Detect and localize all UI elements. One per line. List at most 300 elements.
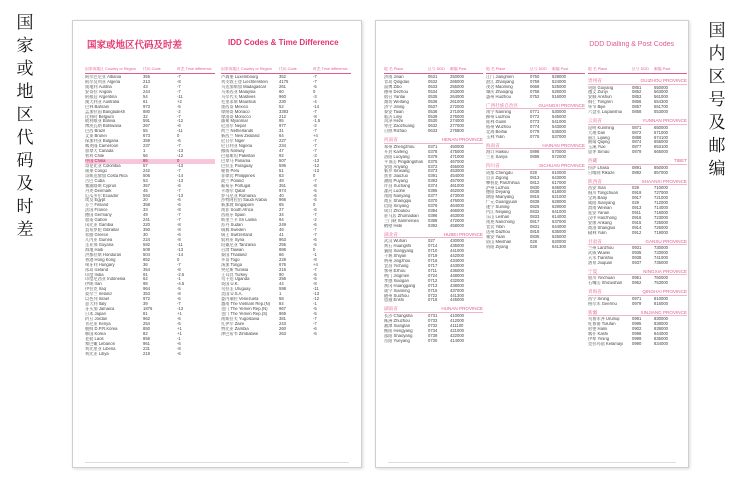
province-header bbox=[588, 269, 687, 276]
idd-cell: -7 bbox=[177, 84, 181, 89]
ddd-cell: 德阳 Deyang bbox=[486, 190, 510, 195]
idd-cell: 359 bbox=[143, 139, 150, 144]
ddd-cell: 信阳 Xinyang bbox=[384, 204, 409, 208]
idd-cell: -13 bbox=[313, 158, 320, 163]
idd-cell: 351 bbox=[279, 183, 286, 188]
ddd-cell: 铜仁 Tongren bbox=[588, 100, 613, 105]
side-label-char: 及 bbox=[708, 113, 726, 133]
idd-cell: 菲律宾 Philippines bbox=[221, 173, 255, 178]
province-name-cn: 湖北省 bbox=[384, 231, 398, 237]
idd-cell: 马达加斯加 Madagascar bbox=[221, 84, 267, 89]
ddd-cell: 0375 bbox=[428, 159, 438, 164]
ddd-cell: 0771 bbox=[530, 110, 540, 115]
idd-cell: 冈比亚 Gambia bbox=[85, 223, 114, 228]
idd-cell: 印度 India bbox=[85, 272, 104, 277]
ddd-cell: 0632 bbox=[428, 124, 438, 129]
ddd-column-header: 地 名 Place 区号 DDD 邮编 Post bbox=[384, 67, 483, 74]
ddd-cell: 襄阳 Xiangyang bbox=[384, 249, 414, 254]
ddd-cell: 466000 bbox=[450, 208, 464, 213]
province-name-en: HUBEI PROVINCE bbox=[443, 231, 483, 237]
ddd-cell: 272000 bbox=[450, 104, 464, 109]
idd-cell: -7 bbox=[313, 233, 317, 237]
idd-cell: 237 bbox=[143, 144, 150, 149]
ddd-cell: 泰安 Taian bbox=[384, 109, 404, 114]
ddd-cell: 0892 bbox=[632, 170, 642, 175]
ddd-row bbox=[588, 281, 687, 286]
idd-cell: 墨西哥 Mexico bbox=[221, 104, 248, 109]
ddd-cell: 526000 bbox=[552, 89, 566, 94]
idd-cell: -5 bbox=[177, 287, 181, 292]
ddd-cell: 530000 bbox=[552, 110, 566, 115]
idd-cell: -7 bbox=[313, 321, 317, 326]
idd-cell: 中国 China bbox=[85, 158, 106, 163]
ddd-cell: 商洛 Shangluo bbox=[588, 225, 616, 230]
idd-cell: 英国 U.K. bbox=[221, 282, 239, 287]
ddd-cell: 三亚 Sanya bbox=[486, 155, 508, 160]
ddd-cell: 武威 Wuwei bbox=[588, 250, 611, 255]
ddd-cell: 0775 bbox=[530, 134, 540, 139]
ddd-cell: 570000 bbox=[552, 150, 566, 155]
ddd-cell: 434000 bbox=[450, 258, 464, 263]
idd-cell: 直布罗陀 Gibraltar bbox=[85, 228, 119, 233]
ddd-cell: 462000 bbox=[450, 189, 464, 194]
ddd-cell: 恩施 Enshi bbox=[384, 298, 405, 303]
ddd-cell: 816000 bbox=[654, 301, 668, 306]
ddd-cell: 716000 bbox=[654, 210, 668, 215]
idd-cell: 委内瑞拉 Venezuela bbox=[221, 297, 259, 302]
idd-cell: 乌拉圭 Uruguay bbox=[221, 287, 251, 292]
ddd-cell: 857000 bbox=[654, 170, 668, 175]
idd-cell: 964 bbox=[143, 287, 150, 292]
province-name-cn: 甘肃省 bbox=[588, 238, 602, 244]
ddd-cell: 0722 bbox=[428, 293, 438, 298]
province-name-en: TIBET bbox=[673, 158, 687, 164]
ddd-row bbox=[384, 298, 483, 303]
idd-cell: 20 bbox=[143, 198, 148, 203]
ddd-cell: 0533 bbox=[428, 84, 438, 89]
idd-cell: 81 bbox=[143, 312, 148, 316]
idd-cell: 挪威 Norway bbox=[221, 149, 245, 154]
ddd-cell: 菏泽 Heze bbox=[384, 119, 404, 124]
ddd-cell: 628000 bbox=[552, 200, 566, 205]
idd-cell: 350 bbox=[143, 228, 150, 233]
idd-cell: 249 bbox=[279, 223, 286, 228]
ddd-cell: 0398 bbox=[428, 218, 438, 223]
ddd-cell: 529000 bbox=[552, 75, 566, 79]
idd-cell: 马尔代夫 Maldives bbox=[221, 94, 256, 99]
idd-cell: 254 bbox=[143, 321, 150, 326]
ddd-cell: 0833 bbox=[530, 215, 540, 220]
ddd-cell: 0376 bbox=[428, 204, 438, 208]
idd-cell: 267 bbox=[143, 124, 150, 129]
ddd-cell: 250000 bbox=[450, 75, 464, 79]
idd-cell: -7 bbox=[177, 168, 181, 173]
ddd-cell: 鹤壁 Hebi bbox=[384, 223, 403, 228]
idd-cell: -6 bbox=[313, 193, 317, 198]
idd-cell: 676 bbox=[279, 262, 286, 267]
ddd-cell: 723000 bbox=[654, 215, 668, 220]
idd-cell: 92 bbox=[279, 154, 284, 158]
ddd-cell: 0539 bbox=[428, 114, 438, 119]
idd-cell: 53 bbox=[143, 178, 148, 183]
ddd-cell: 835000 bbox=[654, 336, 668, 341]
ddd-cell: 内江 Neijiang bbox=[486, 210, 511, 215]
ddd-cell: 525000 bbox=[552, 84, 566, 89]
idd-cell: -5 bbox=[177, 321, 181, 326]
ddd-cell: 铜川 Tongchuan bbox=[588, 191, 619, 196]
idd-cell: 摩纳哥 Monaco bbox=[221, 109, 250, 114]
idd-cell: 刚果 Congo bbox=[85, 168, 107, 173]
ddd-cell: 遂宁 Suining bbox=[486, 205, 510, 210]
province-name-en: HENAN PROVINCE bbox=[441, 137, 483, 143]
idd-cell: -7 bbox=[177, 218, 181, 223]
side-label-char: 区 bbox=[16, 105, 34, 125]
idd-cell: 234 bbox=[279, 144, 286, 149]
ddd-cell: 焦作 Jiaozuo bbox=[384, 174, 408, 179]
idd-cell: 969 bbox=[279, 312, 286, 316]
idd-cell: 尼泊尔 Nepal bbox=[221, 124, 246, 129]
ddd-cell: 石嘴山 Shizuishan bbox=[588, 281, 623, 286]
idd-cell: 673 bbox=[143, 134, 150, 139]
idd-title-cn: 国家或地区代码及时差 bbox=[87, 40, 183, 51]
province-name-cn: 宁夏 bbox=[588, 268, 598, 274]
idd-cell: -6 bbox=[313, 237, 317, 242]
ddd-cell: 551700 bbox=[654, 105, 668, 110]
idd-cell: 91 bbox=[143, 272, 148, 277]
ddd-cell: 绵阳 Mianyang bbox=[486, 195, 514, 200]
idd-cell: 856 bbox=[143, 336, 150, 341]
ddd-cell: 442000 bbox=[450, 254, 464, 258]
ddd-cell: 惠州 Huizhou bbox=[486, 94, 511, 99]
idd-cell: -5 bbox=[313, 242, 317, 247]
ddd-cell: 0372 bbox=[428, 164, 438, 169]
province-header bbox=[486, 163, 585, 170]
ddd-cell: 丽江 Lijiang bbox=[588, 135, 610, 140]
idd-cell: 意大利 Italy bbox=[85, 302, 107, 307]
idd-row bbox=[221, 332, 351, 337]
ddd-cell: 0877 bbox=[632, 145, 642, 150]
idd-cell: 韩国 Korea bbox=[85, 331, 106, 336]
province-name-cn: 新疆 bbox=[588, 309, 598, 315]
ddd-cell: 柳州 Liuzhou bbox=[486, 115, 511, 120]
ddd-cell: 753000 bbox=[654, 281, 668, 286]
ddd-cell: 拉萨 Lhasa bbox=[588, 165, 609, 170]
ddd-cell: 0774 bbox=[530, 125, 540, 129]
ddd-cell: 0852 bbox=[632, 90, 642, 95]
idd-cell: 56 bbox=[143, 154, 148, 158]
ddd-cell: 830000 bbox=[654, 317, 668, 321]
idd-cell: -2 bbox=[177, 109, 181, 114]
ddd-cell: 421000 bbox=[450, 328, 464, 333]
ddd-cell: 0839 bbox=[530, 200, 540, 205]
province-header bbox=[588, 310, 687, 317]
idd-codes-page bbox=[72, 20, 362, 468]
idd-cell: -6 bbox=[313, 223, 317, 228]
ddd-cell: 028 bbox=[530, 170, 537, 175]
idd-cell: 台湾 Taiwan bbox=[221, 247, 244, 252]
idd-cell: 241 bbox=[143, 218, 150, 223]
idd-cell: 也门 The Yemen Rep.(N) bbox=[221, 307, 268, 312]
idd-cell: -7 bbox=[313, 213, 317, 218]
ddd-cell: 吐鲁番 Tulufan bbox=[588, 321, 616, 326]
ddd-cell: 达州 Dazhou bbox=[486, 229, 510, 234]
ddd-cell: 476000 bbox=[450, 199, 464, 204]
idd-cell: 塞浦路斯 Cyprus bbox=[85, 183, 117, 188]
idd-cell: 匈牙利 Hungary bbox=[85, 262, 115, 267]
idd-cell: 506 bbox=[143, 173, 150, 178]
idd-cell: 古巴 Cuba bbox=[85, 178, 105, 183]
ddd-cell: 0711 bbox=[428, 268, 438, 273]
province-name-cn: 陕西省 bbox=[588, 178, 602, 184]
ddd-cell: 宜昌 Yichang bbox=[384, 263, 409, 268]
idd-cell: -6 bbox=[177, 297, 181, 302]
idd-cell: -7 bbox=[177, 188, 181, 193]
ddd-cell: 714000 bbox=[654, 205, 668, 210]
ddd-cell: 629000 bbox=[552, 205, 566, 210]
side-label-char: 差 bbox=[16, 220, 34, 240]
idd-cell: 伊朗 Iran bbox=[85, 282, 102, 287]
ddd-cell: 0832 bbox=[530, 210, 540, 215]
idd-cell: -3 bbox=[313, 94, 317, 99]
idd-cell: -13 bbox=[313, 168, 320, 173]
ddd-cell: 淄博 Zibo bbox=[384, 84, 402, 89]
ddd-cell: 0951 bbox=[632, 276, 642, 281]
idd-cell: 巴基斯坦 Pakistan bbox=[221, 154, 255, 158]
ddd-cell: 0724 bbox=[428, 273, 438, 278]
ddd-cell: 济南 Jinan bbox=[384, 75, 404, 79]
idd-cell: 962 bbox=[143, 316, 150, 321]
idd-cell: 列支敦士登 Liechtenstein bbox=[221, 79, 268, 84]
idd-cell: 海地 Haiti bbox=[85, 247, 103, 252]
ddd-cell: 0990 bbox=[632, 341, 642, 346]
ddd-cell: 昆明 Kunming bbox=[588, 125, 615, 130]
idd-cell: +1 bbox=[177, 312, 182, 316]
ddd-cell: 0825 bbox=[530, 205, 540, 210]
idd-cell: 越南 The Vietnam Rep.(N) bbox=[221, 302, 271, 307]
ddd-cell: 酒泉 Jiuquan bbox=[588, 260, 613, 265]
idd-cell: 960 bbox=[279, 94, 286, 99]
idd-cell: 也门 The Yemen Rep.(S) bbox=[221, 312, 268, 316]
ddd-row bbox=[588, 231, 687, 236]
ddd-cell: 719000 bbox=[654, 230, 668, 235]
idd-cell: 592 bbox=[143, 242, 150, 247]
province-header bbox=[588, 158, 687, 165]
idd-cell: 54 bbox=[143, 94, 148, 99]
ddd-cell: 西宁 Xining bbox=[588, 296, 610, 301]
idd-cell: 593 bbox=[143, 193, 150, 198]
ddd-cell: 平顶山 Pingdingshan bbox=[384, 159, 424, 164]
province-header bbox=[486, 143, 585, 150]
idd-cell: 爱尔兰 Ireland bbox=[85, 292, 112, 297]
ddd-cell: 潍坊 Weifang bbox=[384, 99, 409, 104]
ddd-cell: 郑州 Zhengzhou bbox=[384, 144, 415, 149]
ddd-cell: 839000 bbox=[654, 326, 668, 331]
idd-cell: 973 bbox=[143, 104, 150, 109]
ddd-cell: 0371 bbox=[428, 144, 438, 149]
ddd-cell: 岳阳 Yueyang bbox=[384, 338, 410, 343]
idd-cell: 961 bbox=[143, 341, 150, 346]
province-name-cn: 广西壮族自治区 bbox=[486, 102, 519, 108]
province-name-cn: 贵州省 bbox=[588, 78, 602, 83]
ddd-cell: 0392 bbox=[428, 223, 438, 228]
idd-cell: -8 bbox=[177, 208, 181, 213]
ddd-cell: 0851 bbox=[632, 85, 642, 90]
idd-cell: 57 bbox=[143, 163, 148, 168]
ddd-row bbox=[486, 95, 585, 100]
province-header bbox=[384, 137, 483, 144]
idd-cell: 213 bbox=[143, 79, 150, 84]
idd-cell: 852 bbox=[143, 257, 150, 262]
side-label-char: 区 bbox=[708, 67, 726, 87]
idd-cell: 老挝 Laos bbox=[85, 336, 104, 341]
idd-cell: 358 bbox=[143, 203, 150, 208]
ddd-row bbox=[588, 342, 687, 347]
ddd-cell: 0377 bbox=[428, 194, 438, 199]
idd-cell: 尼日利亚 Nigeria bbox=[221, 144, 253, 149]
ddd-cell: 432000 bbox=[450, 278, 464, 283]
idd-cell: 45 bbox=[143, 188, 148, 193]
province-name-cn: 海南省 bbox=[486, 142, 500, 148]
idd-cell: 63 bbox=[279, 173, 284, 178]
idd-cell: 972 bbox=[143, 297, 150, 302]
idd-cell: -13 bbox=[177, 307, 184, 312]
idd-cell: 218 bbox=[143, 351, 150, 356]
idd-cell: 孟加拉国 Bangladesh bbox=[85, 109, 126, 114]
ddd-cell: 宝鸡 Baoji bbox=[588, 196, 607, 200]
idd-cell: -6 bbox=[313, 208, 317, 213]
idd-cell: 242 bbox=[143, 168, 150, 173]
idd-cell: -14 bbox=[177, 173, 184, 178]
ddd-cell: 濮阳 Puyang bbox=[384, 179, 408, 184]
side-label-char: 地 bbox=[16, 82, 34, 102]
idd-cell: -7 bbox=[177, 262, 181, 267]
idd-cell: -7 bbox=[313, 316, 317, 321]
ddd-cell: 276000 bbox=[450, 114, 464, 119]
idd-cell: 以色列 Israel bbox=[85, 297, 109, 302]
ddd-cell: 414000 bbox=[450, 338, 464, 343]
ddd-cell: 黄冈 Huanggang bbox=[384, 283, 416, 288]
idd-cell: +4 bbox=[313, 134, 318, 139]
idd-cell: 德国 Germany bbox=[85, 213, 112, 218]
ddd-cell: 0710 bbox=[428, 249, 438, 254]
idd-cell: 243 bbox=[279, 321, 286, 326]
province-header bbox=[384, 232, 483, 239]
ddd-cell: 028 bbox=[530, 239, 537, 244]
ddd-cell: 0813 bbox=[530, 175, 540, 180]
ddd-cell: 0779 bbox=[530, 129, 540, 134]
idd-cell: 261 bbox=[279, 84, 286, 89]
idd-cell: 82 bbox=[143, 331, 148, 336]
idd-cell: 瑞典 Sweden bbox=[221, 228, 246, 233]
province-name-en: GANSU PROVINCE bbox=[645, 238, 687, 244]
ddd-cell: 0817 bbox=[530, 220, 540, 225]
idd-cell: 博茨瓦纳 Botswana bbox=[85, 124, 122, 129]
idd-cell: -7 bbox=[177, 89, 181, 94]
idd-cell: -6 bbox=[177, 139, 181, 144]
ddd-cell: 733000 bbox=[654, 250, 668, 255]
idd-cell: 多哥 Togo bbox=[221, 257, 240, 262]
ddd-cell: 周口 Zhoukou bbox=[384, 208, 410, 213]
ddd-cell: 0931 bbox=[632, 246, 642, 250]
side-label-char: 或 bbox=[16, 59, 34, 79]
province-name-en: YUNNAN PROVINCE bbox=[642, 118, 687, 124]
idd-cell: 43 bbox=[143, 84, 148, 89]
idd-cell: 秘鲁 Peru bbox=[221, 168, 240, 173]
ddd-cell: 0857 bbox=[632, 105, 642, 110]
idd-title-en: IDD Codes & Time Difference bbox=[228, 38, 339, 47]
idd-cell: 加拿大 Canada bbox=[85, 149, 114, 154]
side-label-char: 国 bbox=[16, 13, 34, 33]
ddd-cell: 0912 bbox=[632, 230, 642, 235]
idd-cell: 231 bbox=[143, 346, 150, 351]
ddd-cell: 0717 bbox=[428, 263, 438, 268]
ddd-column-header: 地 名 Place 区号 DDD 邮编 Post bbox=[486, 67, 585, 74]
idd-cell: 喀麦隆 Cameroon bbox=[85, 144, 119, 149]
idd-cell: 泰国 Thailand bbox=[221, 252, 247, 257]
province-name-en: XINJIANG PROVINCE bbox=[640, 309, 687, 315]
ddd-cell: 0979 bbox=[632, 301, 642, 306]
idd-cell: 香港 Hong Kong bbox=[85, 257, 116, 262]
ddd-cell: 653100 bbox=[654, 145, 668, 150]
ddd-cell: 漯河 Luohe bbox=[384, 189, 406, 194]
ddd-cell: 0995 bbox=[632, 321, 642, 326]
ddd-cell: 454000 bbox=[450, 174, 464, 179]
ddd-cell: 渭南 Weinan bbox=[588, 205, 612, 210]
idd-cell: 27 bbox=[279, 208, 284, 213]
province-name-cn: 湖南省 bbox=[384, 306, 398, 312]
ddd-cell: 850000 bbox=[654, 165, 668, 170]
idd-cell: -7 bbox=[313, 75, 317, 79]
ddd-cell: 0752 bbox=[530, 94, 540, 99]
ddd-cell: 458000 bbox=[450, 223, 464, 228]
idd-cell: 巴林 Bahrain bbox=[85, 104, 109, 109]
province-name-cn: 四川省 bbox=[486, 163, 500, 169]
idd-cell: 39 bbox=[143, 302, 148, 307]
ddd-row bbox=[384, 224, 483, 229]
ddd-cell: 641300 bbox=[552, 244, 566, 249]
idd-cell: 49 bbox=[143, 213, 148, 218]
ddd-column-1 bbox=[384, 67, 483, 347]
ddd-cell: 兰州 Lanzhou bbox=[588, 246, 614, 250]
ddd-cell: 277000 bbox=[450, 124, 464, 129]
idd-cell: 504 bbox=[143, 252, 150, 257]
ddd-row bbox=[486, 155, 585, 160]
province-name-en: NINGXIA PROVINCE bbox=[643, 268, 687, 274]
ddd-cell: 0872 bbox=[632, 130, 642, 135]
idd-cell: 安哥拉 Angola bbox=[85, 89, 112, 94]
idd-cell: 227 bbox=[279, 139, 286, 144]
ddd-cell: 湘潭 Xiangtan bbox=[384, 323, 411, 328]
ddd-cell: 644000 bbox=[552, 225, 566, 229]
idd-cell: -7 bbox=[177, 213, 181, 218]
idd-cell: 30 bbox=[143, 233, 148, 237]
idd-cell: 0 bbox=[313, 89, 316, 94]
ddd-cell: 641000 bbox=[552, 210, 566, 215]
idd-cell: 苏丹 Sudan bbox=[221, 223, 243, 228]
idd-cell: 美国 U.S.A. bbox=[221, 292, 243, 297]
ddd-cell: 0759 bbox=[530, 79, 540, 84]
ddd-cell: 咸阳 Xianyang bbox=[588, 200, 616, 205]
ddd-cell: 412000 bbox=[450, 318, 464, 323]
ddd-cell: 543000 bbox=[552, 125, 566, 129]
ddd-row bbox=[486, 135, 585, 140]
idd-cell: 966 bbox=[279, 198, 286, 203]
idd-cell: -5 bbox=[313, 84, 317, 89]
idd-cell: -5 bbox=[313, 312, 317, 316]
ddd-cell: 日照 Rizhao bbox=[384, 129, 407, 134]
idd-cell: 阿尔及利亚 Algeria bbox=[85, 79, 121, 84]
ddd-cell: 0838 bbox=[530, 190, 540, 195]
